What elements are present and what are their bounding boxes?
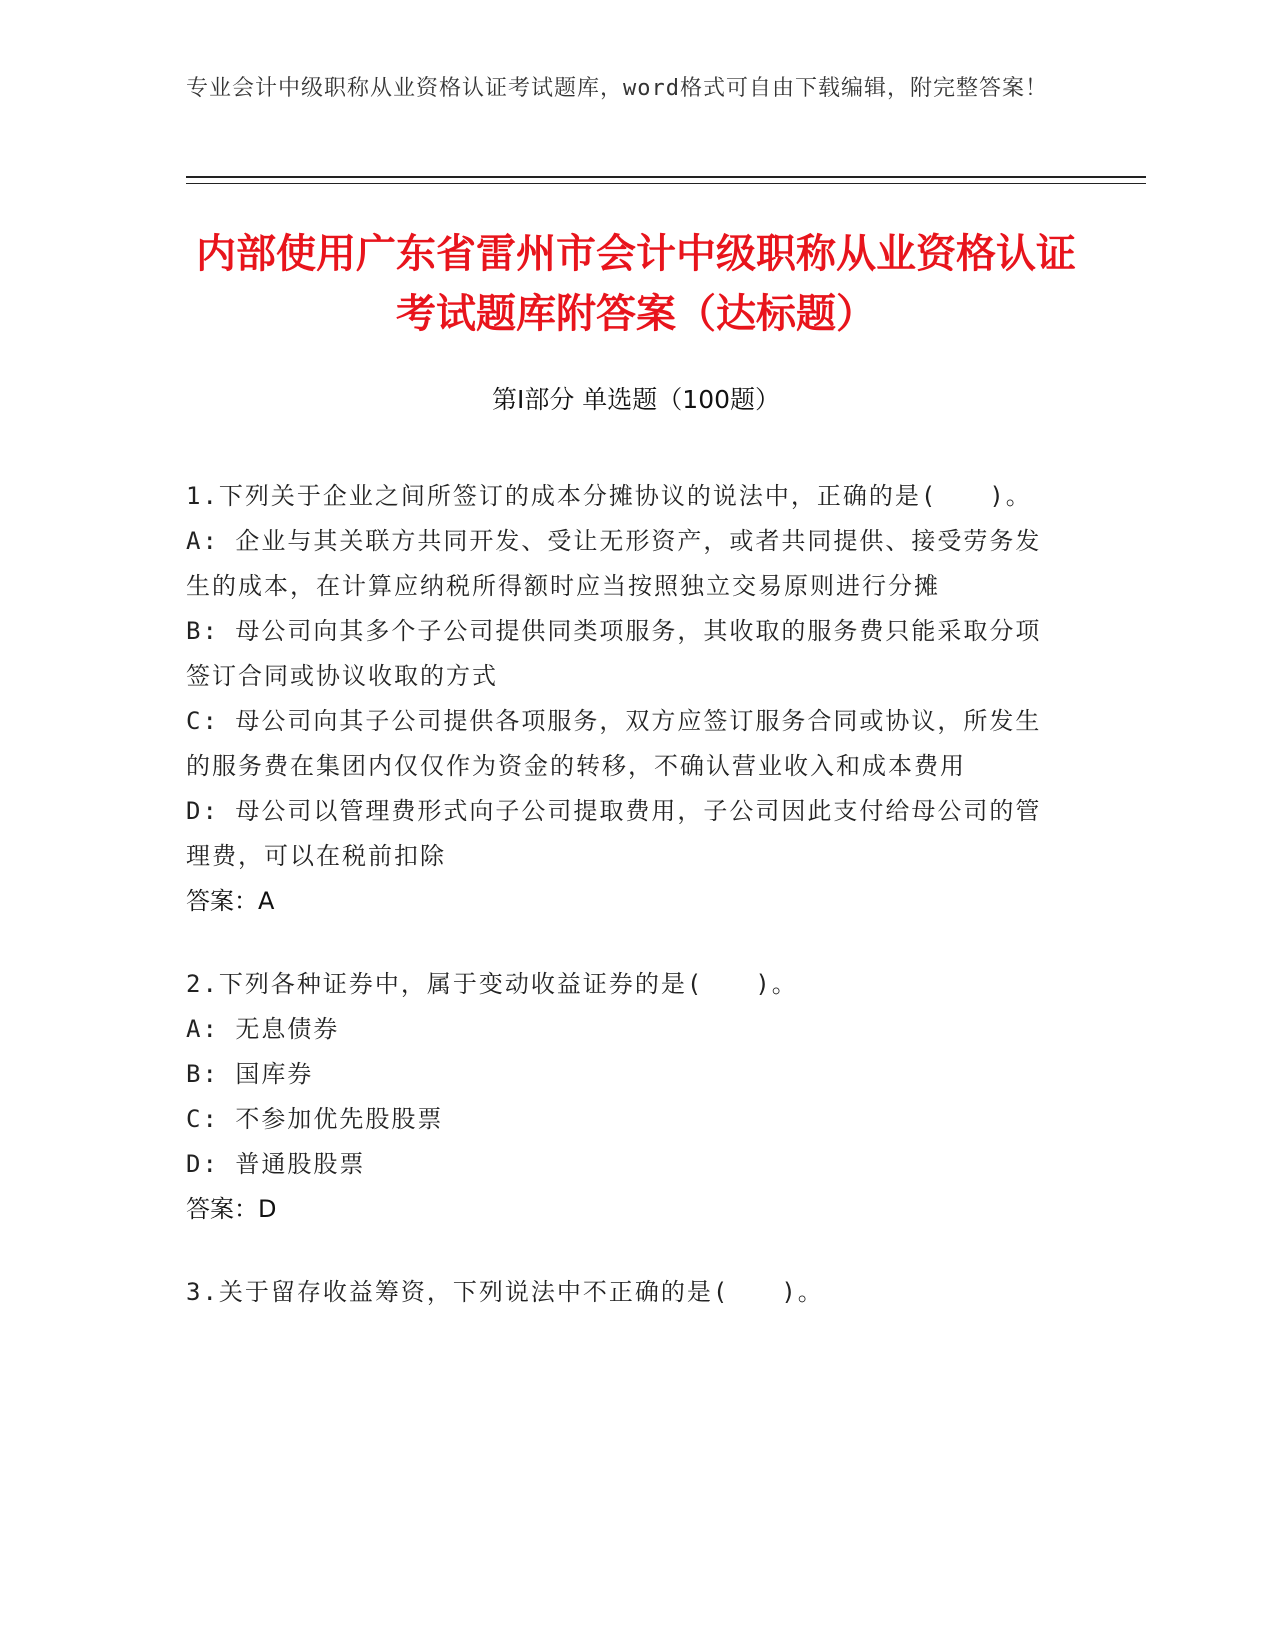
question-list: [186, 474, 1066, 1353]
option-a: A: 企业与其关联方共同开发、受让无形资产，或者共同提供、接受劳务发生的成本，在计算应纳税所得额时应当按照独立交易原则进行分摊: [186, 527, 1042, 600]
section-title: 第Ⅰ部分 单选题（100题）: [491, 385, 781, 414]
document-title: 内部使用广东省雷州市会计中级职称从业资格认证考试题库附答案（达标题）: [196, 231, 1076, 337]
option-c: C: 不参加优先股股票: [186, 1105, 444, 1133]
option-c: C: 母公司向其子公司提供各项服务，双方应签订服务合同或协议，所发生的服务费在集团内仅仅作为资金的转移，不确认营业收入和成本费用: [186, 707, 1042, 780]
option-d: D: 普通股股票: [186, 1150, 366, 1178]
answer: 答案：D: [186, 1195, 277, 1223]
question-3: [186, 1270, 1066, 1315]
question-stem: 2.下列各种证券中，属于变动收益证券的是( )。: [186, 970, 798, 998]
question-stem: 1.下列关于企业之间所签订的成本分摊协议的说法中，正确的是( )。: [186, 482, 1032, 510]
option-a: A: 无息债券: [186, 1015, 340, 1043]
header-divider-thin: [186, 183, 1146, 184]
option-b: B: 母公司向其多个子公司提供同类项服务，其收取的服务费只能采取分项签订合同或协议收取的方式: [186, 617, 1042, 690]
question-stem: 3.关于留存收益筹资，下列说法中不正确的是( )。: [186, 1278, 824, 1306]
option-b: B: 国库券: [186, 1060, 314, 1088]
header-note: 专业会计中级职称从业资格认证考试题库，word格式可自由下载编辑，附完整答案！: [186, 76, 1048, 101]
question-2: [186, 962, 1066, 1232]
header-divider-thick: [186, 176, 1146, 178]
answer: 答案：A: [186, 887, 275, 915]
question-1: [186, 474, 1066, 924]
option-d: D: 母公司以管理费形式向子公司提取费用，子公司因此支付给母公司的管理费，可以在税前扣除: [186, 797, 1042, 870]
